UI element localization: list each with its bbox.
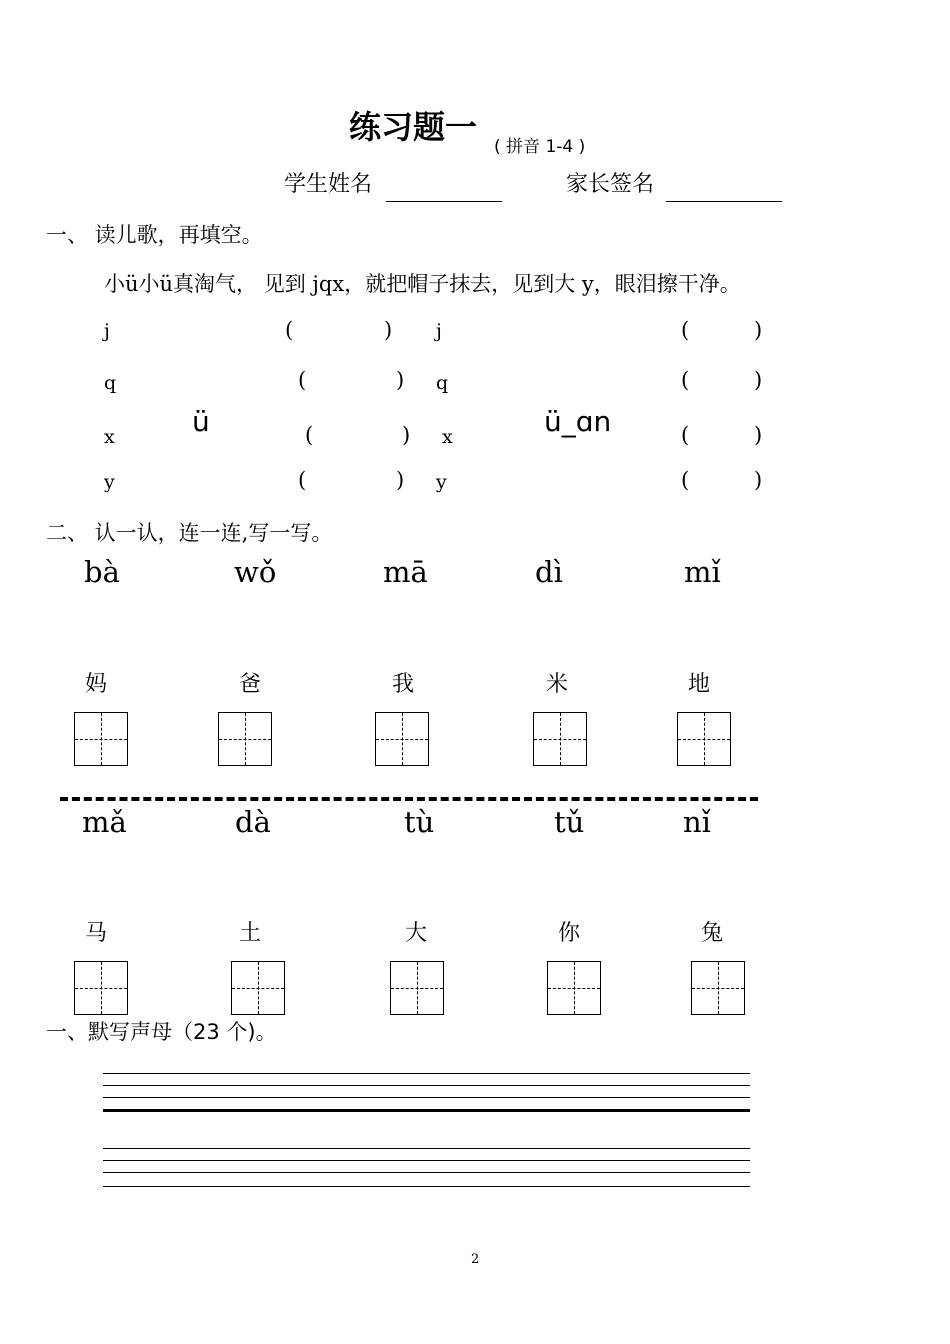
paren-close: ) xyxy=(754,423,763,447)
page-subtitle: ( 拼音 1-4 ) xyxy=(494,137,586,157)
hanzi-char: 大 xyxy=(405,921,428,946)
writing-grid-box[interactable] xyxy=(231,961,285,1015)
parent-signature-line[interactable] xyxy=(666,201,782,202)
hanzi-char: 兔 xyxy=(701,921,724,946)
paren-open: ( xyxy=(285,318,294,342)
writing-grid-box[interactable] xyxy=(74,961,128,1015)
paren-close: ) xyxy=(402,423,411,447)
writing-line[interactable] xyxy=(103,1109,750,1112)
pinyin-wo: wǒ xyxy=(234,555,277,589)
parent-signature-label: 家长签名 xyxy=(566,172,655,197)
student-name-line[interactable] xyxy=(386,201,502,202)
pinyin-mi: mǐ xyxy=(684,555,721,589)
paren-open: ( xyxy=(681,368,690,392)
section1-poem: 小ü小ü真淘气， 见到 jqx，就把帽子抹去，见到大 y，眼泪擦干净。 xyxy=(104,272,741,296)
writing-line[interactable] xyxy=(103,1160,750,1161)
hanzi-char: 爸 xyxy=(239,672,262,697)
writing-grid-box[interactable] xyxy=(533,712,587,766)
paren-close: ) xyxy=(396,368,405,392)
pinyin-tu4: tù xyxy=(404,805,435,839)
page-number: 2 xyxy=(471,1252,480,1267)
writing-line[interactable] xyxy=(103,1073,750,1074)
right-letter: y xyxy=(436,471,447,493)
writing-grid-box[interactable] xyxy=(547,961,601,1015)
section2-heading: 二、 认一认，连一连,写一写。 xyxy=(46,521,333,545)
pinyin-ma: mā xyxy=(383,555,428,589)
right-center-final: ü_ɑn xyxy=(544,405,612,438)
paren-close: ) xyxy=(754,318,763,342)
pinyin-da: dà xyxy=(235,805,271,839)
writing-grid-box[interactable] xyxy=(74,712,128,766)
paren-close: ) xyxy=(754,468,763,492)
paren-close: ) xyxy=(754,368,763,392)
hanzi-char: 马 xyxy=(85,921,108,946)
writing-line[interactable] xyxy=(103,1148,750,1149)
pinyin-di: dì xyxy=(535,555,563,589)
paren-open: ( xyxy=(681,468,690,492)
writing-grid-box[interactable] xyxy=(218,712,272,766)
student-name-label: 学生姓名 xyxy=(284,172,373,197)
paren-open: ( xyxy=(298,468,307,492)
writing-line[interactable] xyxy=(103,1172,750,1173)
pinyin-ma3: mǎ xyxy=(82,805,127,839)
pinyin-ba: bà xyxy=(84,555,120,589)
pinyin-ni: nǐ xyxy=(683,805,711,839)
writing-line[interactable] xyxy=(103,1085,750,1086)
paren-close: ) xyxy=(396,468,405,492)
paren-open: ( xyxy=(681,423,690,447)
section1-heading: 一、 读儿歌，再填空。 xyxy=(46,223,263,247)
section3-heading: 一、默写声母（23 个)。 xyxy=(46,1020,277,1044)
left-letter: j xyxy=(104,320,110,342)
right-letter: j xyxy=(436,320,442,342)
writing-grid-box[interactable] xyxy=(375,712,429,766)
writing-line[interactable] xyxy=(103,1097,750,1098)
left-letter: q xyxy=(104,372,117,394)
right-letter: x xyxy=(442,426,453,448)
left-center-vowel: ü xyxy=(192,405,210,438)
hanzi-char: 地 xyxy=(688,672,711,697)
writing-grid-box[interactable] xyxy=(691,961,745,1015)
paren-open: ( xyxy=(305,423,314,447)
writing-line[interactable] xyxy=(103,1186,750,1187)
hanzi-char: 米 xyxy=(546,672,569,697)
hanzi-char: 土 xyxy=(239,921,262,946)
pinyin-tu3: tǔ xyxy=(554,805,585,839)
hanzi-char: 妈 xyxy=(85,672,108,697)
left-letter: x xyxy=(104,426,115,448)
hanzi-char: 我 xyxy=(392,672,415,697)
right-letter: q xyxy=(436,372,449,394)
paren-open: ( xyxy=(681,318,690,342)
writing-grid-box[interactable] xyxy=(677,712,731,766)
left-letter: y xyxy=(104,471,115,493)
writing-grid-box[interactable] xyxy=(390,961,444,1015)
paren-open: ( xyxy=(298,368,307,392)
page-title: 练习题一 xyxy=(349,108,478,146)
paren-close: ) xyxy=(384,318,393,342)
hanzi-char: 你 xyxy=(558,921,581,946)
dashed-divider xyxy=(60,797,758,801)
